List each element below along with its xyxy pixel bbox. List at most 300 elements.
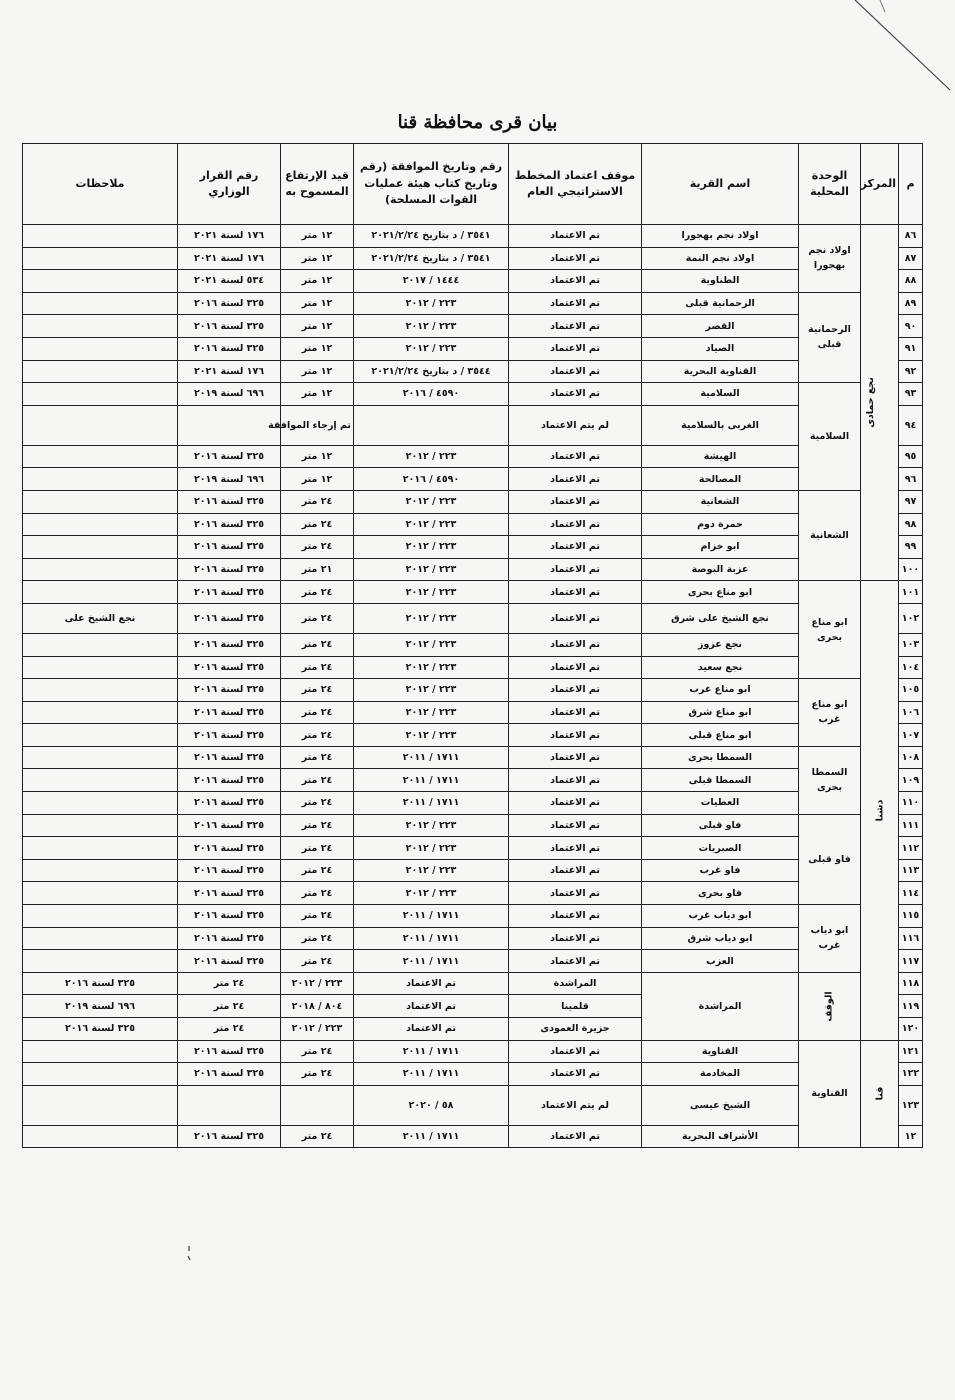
notes — [23, 633, 178, 656]
height-limit: ١٢ متر — [281, 445, 354, 468]
approval-status: تم الاعتماد — [509, 656, 642, 679]
ministerial-decree: ٣٢٥ لسنة ٢٠١٦ — [178, 792, 281, 815]
approval-ref: ٢٢٣ / ٢٠١٢ — [354, 882, 509, 905]
village-name: المصالحة — [642, 468, 799, 491]
table-row — [23, 927, 923, 950]
row-number: ٩٨ — [899, 513, 923, 536]
ministerial-decree: ٦٩٦ لسنة ٢٠١٩ — [178, 468, 281, 491]
notes — [23, 558, 178, 581]
village-name: الصياد — [642, 337, 799, 360]
notes — [23, 656, 178, 679]
height-limit: ١٢ متر — [281, 383, 354, 406]
village-name: اولاد نجم بهجورا — [642, 225, 799, 248]
approval-status: تم الاعتماد — [509, 383, 642, 406]
local-unit-name: السلامية — [809, 430, 850, 442]
ministerial-decree: ٣٢٥ لسنة ٢٠١٦ — [23, 1018, 178, 1041]
notes — [23, 792, 178, 815]
pen-mark — [185, 1245, 193, 1263]
header-village: اسم القرية — [642, 144, 799, 225]
ministerial-decree: ٣٢٥ لسنة ٢٠١٦ — [178, 1040, 281, 1063]
table-row — [23, 490, 923, 513]
height-limit: ٢٤ متر — [281, 905, 354, 928]
markaz-name: نجع حمادى — [865, 377, 877, 428]
approval-ref: ٢٢٣ / ٢٠١٢ — [354, 837, 509, 860]
local-unit-name: ابو مناع بحرى — [811, 616, 848, 643]
markaz-cell — [861, 225, 899, 581]
notes — [23, 1125, 178, 1148]
height-limit: ٢٤ متر — [281, 882, 354, 905]
page-corner-fold — [850, 0, 955, 95]
table-row — [23, 633, 923, 656]
villages-table — [22, 143, 923, 1148]
notes — [23, 581, 178, 604]
height-limit: ٢٤ متر — [281, 603, 354, 633]
row-number: ١٠٧ — [899, 724, 923, 747]
local-unit-name: السمطا بحرى — [811, 767, 848, 794]
approval-ref: ٢٢٣ / ٢٠١٢ — [354, 633, 509, 656]
approval-ref: ٣٥٤١ / د بتاريخ ٢٠٢١/٢/٢٤ — [354, 247, 509, 270]
approval-status: تم الاعتماد — [509, 225, 642, 248]
village-name: عزبة البوصة — [642, 558, 799, 581]
approval-status: تم الاعتماد — [509, 769, 642, 792]
header-status: موقف اعتماد المخطط الاستراتيجي العام — [509, 144, 642, 225]
village-name: الرحمانية قبلى — [642, 292, 799, 315]
header-approval: رقم وتاريخ الموافقة (رقم وتاريخ كتاب هيئة عمليات القوات المسلحة) — [354, 144, 509, 225]
notes — [23, 927, 178, 950]
table-row — [23, 769, 923, 792]
notes — [23, 905, 178, 928]
table-row — [23, 724, 923, 747]
notes — [23, 315, 178, 338]
header-notes: ملاحظات — [23, 144, 178, 225]
local-unit-cell — [642, 972, 799, 1040]
height-limit: ٢٤ متر — [281, 513, 354, 536]
local-unit-name: الرحمانية قبلى — [808, 324, 851, 351]
table-row — [23, 814, 923, 837]
table-row — [23, 315, 923, 338]
table-row — [23, 746, 923, 769]
height-limit: ٢٤ متر — [281, 950, 354, 973]
height-limit: ٢٤ متر — [281, 1125, 354, 1148]
notes — [23, 337, 178, 360]
height-limit: ٢٤ متر — [281, 1040, 354, 1063]
approval-status: تم الاعتماد — [509, 679, 642, 702]
approval-ref: ٢٢٣ / ٢٠١٢ — [281, 1018, 354, 1041]
approval-status: تم الاعتماد — [509, 1040, 642, 1063]
markaz-cell — [861, 1040, 899, 1148]
approval-ref — [354, 405, 509, 445]
approval-ref: ١٧١١ / ٢٠١١ — [354, 927, 509, 950]
table-row — [23, 882, 923, 905]
approval-ref: ٢٢٣ / ٢٠١٢ — [354, 445, 509, 468]
village-name: القناوية — [642, 1040, 799, 1063]
row-number: ٩٤ — [899, 405, 923, 445]
approval-ref: ٨٠٤ / ٢٠١٨ — [281, 995, 354, 1018]
village-name: العطيات — [642, 792, 799, 815]
table-row — [23, 837, 923, 860]
row-number: ١٠٣ — [899, 633, 923, 656]
notes — [23, 270, 178, 293]
notes — [23, 405, 178, 445]
ministerial-decree: ٣٢٥ لسنة ٢٠١٦ — [178, 656, 281, 679]
row-number: ٩٢ — [899, 360, 923, 383]
ministerial-decree — [178, 405, 281, 445]
approval-ref: ٢٢٣ / ٢٠١٢ — [354, 859, 509, 882]
approval-status: تم الاعتماد — [509, 360, 642, 383]
approval-status: تم الاعتماد — [509, 814, 642, 837]
ministerial-decree: ٣٢٥ لسنة ٢٠١٦ — [178, 950, 281, 973]
header-height: قيد الإرتفاع المسموح به — [281, 144, 354, 225]
table-row — [23, 247, 923, 270]
village-name: القناوية البحرية — [642, 360, 799, 383]
approval-status: تم الاعتماد — [509, 558, 642, 581]
table-row — [23, 950, 923, 973]
approval-status: تم الاعتماد — [509, 1063, 642, 1086]
local-unit-cell — [799, 490, 861, 580]
village-name: الطناوية — [642, 270, 799, 293]
approval-ref: ٢٢٣ / ٢٠١٢ — [354, 814, 509, 837]
village-name: السمطا بحرى — [642, 746, 799, 769]
height-limit: ٢٤ متر — [281, 656, 354, 679]
height-limit: ٢٤ متر — [281, 701, 354, 724]
village-name: الغربى بالسلامية — [642, 405, 799, 445]
notes — [23, 769, 178, 792]
height-limit: ٢٤ متر — [281, 814, 354, 837]
markaz-name: دشنا — [873, 799, 885, 822]
markaz-name: الوقف — [823, 991, 835, 1022]
height-limit: ٢٤ متر — [281, 633, 354, 656]
ministerial-decree — [178, 1085, 281, 1125]
ministerial-decree: ٣٢٥ لسنة ٢٠١٦ — [178, 581, 281, 604]
notes — [23, 490, 178, 513]
ministerial-decree: ٣٢٥ لسنة ٢٠١٦ — [178, 859, 281, 882]
row-number: ١١١ — [899, 814, 923, 837]
notes — [23, 746, 178, 769]
local-unit-cell — [799, 292, 861, 382]
local-unit-cell — [799, 814, 861, 904]
ministerial-decree: ١٧٦ لسنة ٢٠٢١ — [178, 225, 281, 248]
table-row — [23, 536, 923, 559]
height-limit: ١٢ متر — [281, 315, 354, 338]
approval-ref: ٢٢٣ / ٢٠١٢ — [354, 513, 509, 536]
approval-ref: ١٧١١ / ٢٠١١ — [354, 792, 509, 815]
village-name: العزب — [642, 950, 799, 973]
approval-ref: ٢٢٣ / ٢٠١٢ — [354, 724, 509, 747]
height-limit: ٢٤ متر — [281, 581, 354, 604]
approval-status: تم الاعتماد — [509, 490, 642, 513]
row-number: ١٠١ — [899, 581, 923, 604]
row-number: ١١٨ — [899, 972, 923, 995]
table-row — [23, 383, 923, 406]
notes — [23, 724, 178, 747]
notes — [23, 445, 178, 468]
row-number: ٨٩ — [899, 292, 923, 315]
approval-ref: ٢٢٣ / ٢٠١٢ — [281, 972, 354, 995]
ministerial-decree: ٣٢٥ لسنة ٢٠١٦ — [178, 837, 281, 860]
table-row — [23, 405, 923, 445]
notes — [23, 468, 178, 491]
village-name: فاو بحرى — [642, 882, 799, 905]
page-title: بيان قرى محافظة قنا — [397, 112, 558, 133]
table-row — [23, 1040, 923, 1063]
approval-status: لم يتم الاعتماد — [509, 1085, 642, 1125]
ministerial-decree: ٣٢٥ لسنة ٢٠١٦ — [178, 746, 281, 769]
approval-status: تم الاعتماد — [509, 292, 642, 315]
ministerial-decree: ٣٢٥ لسنة ٢٠١٦ — [178, 769, 281, 792]
approval-ref: ٢٢٣ / ٢٠١٢ — [354, 701, 509, 724]
village-name: نجع عزوز — [642, 633, 799, 656]
ministerial-decree: ٣٢٥ لسنة ٢٠١٦ — [178, 1125, 281, 1148]
row-number: ٩٣ — [899, 383, 923, 406]
table-row — [23, 468, 923, 491]
row-number: ٨٦ — [899, 225, 923, 248]
height-limit: ٢٤ متر — [178, 995, 281, 1018]
table-row — [23, 679, 923, 702]
row-number: ١١٥ — [899, 905, 923, 928]
markaz-cell — [861, 581, 899, 1040]
row-number: ١٠٥ — [899, 679, 923, 702]
row-number: ١٢٣ — [899, 1085, 923, 1125]
height-limit: تم إرجاء الموافقة — [281, 405, 354, 445]
height-limit: ١٢ متر — [281, 292, 354, 315]
height-limit: ٢٤ متر — [281, 724, 354, 747]
notes — [23, 1063, 178, 1086]
approval-status: تم الاعتماد — [509, 513, 642, 536]
row-number: ١١٣ — [899, 859, 923, 882]
table-row — [23, 337, 923, 360]
table-row — [23, 1063, 923, 1086]
approval-status: لم يتم الاعتماد — [509, 405, 642, 445]
village-name: ابو دياب شرق — [642, 927, 799, 950]
approval-ref: ١٧١١ / ٢٠١١ — [354, 746, 509, 769]
approval-status: تم الاعتماد — [509, 315, 642, 338]
notes — [23, 292, 178, 315]
ministerial-decree: ١٧٦ لسنة ٢٠٢١ — [178, 247, 281, 270]
notes — [23, 360, 178, 383]
height-limit: ٢٤ متر — [281, 837, 354, 860]
table-row — [23, 270, 923, 293]
row-number: ١٠٦ — [899, 701, 923, 724]
notes — [23, 383, 178, 406]
ministerial-decree: ٥٣٤ لسنة ٢٠٢١ — [178, 270, 281, 293]
table-row — [23, 656, 923, 679]
approval-ref: ٢٢٣ / ٢٠١٢ — [354, 536, 509, 559]
height-limit — [281, 1085, 354, 1125]
notes — [23, 950, 178, 973]
village-name: قلمينا — [509, 995, 642, 1018]
approval-ref: ٥٨ / ٢٠٢٠ — [354, 1085, 509, 1125]
ministerial-decree: ٣٢٥ لسنة ٢٠١٦ — [178, 633, 281, 656]
notes — [23, 1085, 178, 1125]
markaz-cell — [799, 972, 861, 1040]
height-limit: ٢٤ متر — [281, 769, 354, 792]
height-limit: ٢١ متر — [281, 558, 354, 581]
local-unit-name: الشعانية — [810, 530, 849, 542]
approval-ref: ٢٢٣ / ٢٠١٢ — [354, 558, 509, 581]
height-limit: ٢٤ متر — [281, 792, 354, 815]
notes — [23, 837, 178, 860]
approval-status: تم الاعتماد — [509, 837, 642, 860]
approval-ref: ٢٢٣ / ٢٠١٢ — [354, 292, 509, 315]
village-name: المخادمة — [642, 1063, 799, 1086]
row-number: ٩٠ — [899, 315, 923, 338]
approval-status: تم الاعتماد — [509, 905, 642, 928]
ministerial-decree: ٣٢٥ لسنة ٢٠١٦ — [178, 701, 281, 724]
row-number: ١٠٢ — [899, 603, 923, 633]
village-name: السلامية — [642, 383, 799, 406]
row-number: ١٠٨ — [899, 746, 923, 769]
approval-ref: ٣٥٤١ / د بتاريخ ٢٠٢١/٢/٢٤ — [354, 225, 509, 248]
ministerial-decree: ٦٩٦ لسنة ٢٠١٩ — [23, 995, 178, 1018]
table-row — [23, 1125, 923, 1148]
ministerial-decree: ٣٢٥ لسنة ٢٠١٦ — [178, 724, 281, 747]
village-name: ابو مناع بحرى — [642, 581, 799, 604]
row-number: ١٢١ — [899, 1040, 923, 1063]
row-number: ٩٩ — [899, 536, 923, 559]
table-row — [23, 445, 923, 468]
approval-status: تم الاعتماد — [354, 1018, 509, 1041]
approval-status: تم الاعتماد — [509, 882, 642, 905]
approval-ref: ٢٢٣ / ٢٠١٢ — [354, 315, 509, 338]
approval-ref: ١٧١١ / ٢٠١١ — [354, 1040, 509, 1063]
height-limit: ٢٤ متر — [178, 1018, 281, 1041]
table-row — [23, 360, 923, 383]
approval-ref: ٣٥٤٤ / د بتاريخ ٢٠٢١/٢/٢٤ — [354, 360, 509, 383]
header-markaz: المركز — [861, 144, 899, 225]
table-row — [23, 225, 923, 248]
approval-ref: ٤٥٩٠ / ٢٠١٦ — [354, 468, 509, 491]
local-unit-name: فاو قبلى — [808, 853, 851, 865]
height-limit: ١٢ متر — [281, 270, 354, 293]
row-number: ٩٦ — [899, 468, 923, 491]
table-row — [23, 581, 923, 604]
local-unit-cell — [799, 1040, 861, 1148]
height-limit: ١٢ متر — [281, 337, 354, 360]
approval-ref: ١٤٤٤ / ٢٠١٧ — [354, 270, 509, 293]
row-number: ٩٧ — [899, 490, 923, 513]
ministerial-decree: ٣٢٥ لسنة ٢٠١٦ — [178, 315, 281, 338]
ministerial-decree: ٣٢٥ لسنة ٢٠١٦ — [178, 927, 281, 950]
notes — [23, 701, 178, 724]
village-name: ابو خزام — [642, 536, 799, 559]
ministerial-decree: ٣٢٥ لسنة ٢٠١٦ — [178, 337, 281, 360]
approval-ref: ١٧١١ / ٢٠١١ — [354, 1063, 509, 1086]
notes — [23, 679, 178, 702]
height-limit: ٢٤ متر — [281, 536, 354, 559]
approval-ref: ٢٢٣ / ٢٠١٢ — [354, 656, 509, 679]
ministerial-decree: ١٧٦ لسنة ٢٠٢١ — [178, 360, 281, 383]
approval-status: تم الاعتماد — [509, 792, 642, 815]
row-number: ١٠٠ — [899, 558, 923, 581]
table-row — [23, 701, 923, 724]
table-row — [23, 513, 923, 536]
village-name: المراشدة — [509, 972, 642, 995]
approval-status: تم الاعتماد — [354, 995, 509, 1018]
height-limit: ١٢ متر — [281, 225, 354, 248]
height-limit: ٢٤ متر — [281, 1063, 354, 1086]
village-name: جزيرة العمودى — [509, 1018, 642, 1041]
village-name: الشيخ عيسى — [642, 1085, 799, 1125]
local-unit-cell — [799, 581, 861, 679]
markaz-name: قنا — [873, 1087, 885, 1101]
notes — [23, 247, 178, 270]
header-row — [23, 144, 923, 225]
approval-status: تم الاعتماد — [509, 603, 642, 633]
ministerial-decree: ٣٢٥ لسنة ٢٠١٦ — [178, 1063, 281, 1086]
ministerial-decree: ٣٢٥ لسنة ٢٠١٦ — [178, 490, 281, 513]
village-name: فاو غرب — [642, 859, 799, 882]
height-limit: ٢٤ متر — [281, 679, 354, 702]
local-unit-name: اولاد نجم بهجورا — [808, 245, 851, 272]
table-row — [23, 292, 923, 315]
table-row — [23, 603, 923, 633]
row-number: ١٢٠ — [899, 1018, 923, 1041]
approval-status: تم الاعتماد — [509, 724, 642, 747]
village-name: نجع سعيد — [642, 656, 799, 679]
local-unit-name: المراشدة — [698, 1000, 742, 1012]
village-name: ابو مناع قبلى — [642, 724, 799, 747]
ministerial-decree: ٣٢٥ لسنة ٢٠١٦ — [178, 292, 281, 315]
approval-status: تم الاعتماد — [509, 247, 642, 270]
row-number: ١٠٩ — [899, 769, 923, 792]
approval-status: تم الاعتماد — [509, 270, 642, 293]
approval-ref: ٤٥٩٠ / ٢٠١٦ — [354, 383, 509, 406]
approval-status: تم الاعتماد — [354, 972, 509, 995]
row-number: ١٢ — [899, 1125, 923, 1148]
ministerial-decree: ٣٢٥ لسنة ٢٠١٦ — [178, 558, 281, 581]
approval-ref: ١٧١١ / ٢٠١١ — [354, 905, 509, 928]
row-number: ٩٥ — [899, 445, 923, 468]
ministerial-decree: ٣٢٥ لسنة ٢٠١٦ — [178, 905, 281, 928]
table-row — [23, 558, 923, 581]
village-name: الصبريات — [642, 837, 799, 860]
approval-status: تم الاعتماد — [509, 701, 642, 724]
approval-status: تم الاعتماد — [509, 950, 642, 973]
notes — [23, 513, 178, 536]
approval-ref: ١٧١١ / ٢٠١١ — [354, 950, 509, 973]
approval-ref: ١٧١١ / ٢٠١١ — [354, 769, 509, 792]
row-number: ١١٢ — [899, 837, 923, 860]
approval-ref: ٢٢٣ / ٢٠١٢ — [354, 603, 509, 633]
local-unit-name: ابو دياب غرب — [810, 925, 849, 952]
approval-status: تم الاعتماد — [509, 633, 642, 656]
row-number: ١٢٢ — [899, 1063, 923, 1086]
ministerial-decree: ٦٩٦ لسنة ٢٠١٩ — [178, 383, 281, 406]
row-number: ١١٩ — [899, 995, 923, 1018]
approval-status: تم الاعتماد — [509, 581, 642, 604]
table-row — [23, 1085, 923, 1125]
village-name: الهيشة — [642, 445, 799, 468]
table-row — [23, 792, 923, 815]
notes — [23, 225, 178, 248]
ministerial-decree: ٣٢٥ لسنة ٢٠١٦ — [178, 679, 281, 702]
ministerial-decree: ٣٢٥ لسنة ٢٠١٦ — [23, 972, 178, 995]
approval-status: تم الاعتماد — [509, 536, 642, 559]
approval-ref: ٢٢٣ / ٢٠١٢ — [354, 490, 509, 513]
row-number: ٩١ — [899, 337, 923, 360]
local-unit-name: ابو مناع غرب — [811, 699, 848, 726]
height-limit: ١٢ متر — [281, 468, 354, 491]
village-name: حمرة دوم — [642, 513, 799, 536]
ministerial-decree: ٣٢٥ لسنة ٢٠١٦ — [178, 445, 281, 468]
ministerial-decree: ٣٢٥ لسنة ٢٠١٦ — [178, 603, 281, 633]
notes — [23, 814, 178, 837]
height-limit: ٢٤ متر — [281, 490, 354, 513]
row-number: ٨٨ — [899, 270, 923, 293]
local-unit-cell — [799, 679, 861, 747]
height-limit: ٢٤ متر — [178, 972, 281, 995]
table-row — [23, 859, 923, 882]
